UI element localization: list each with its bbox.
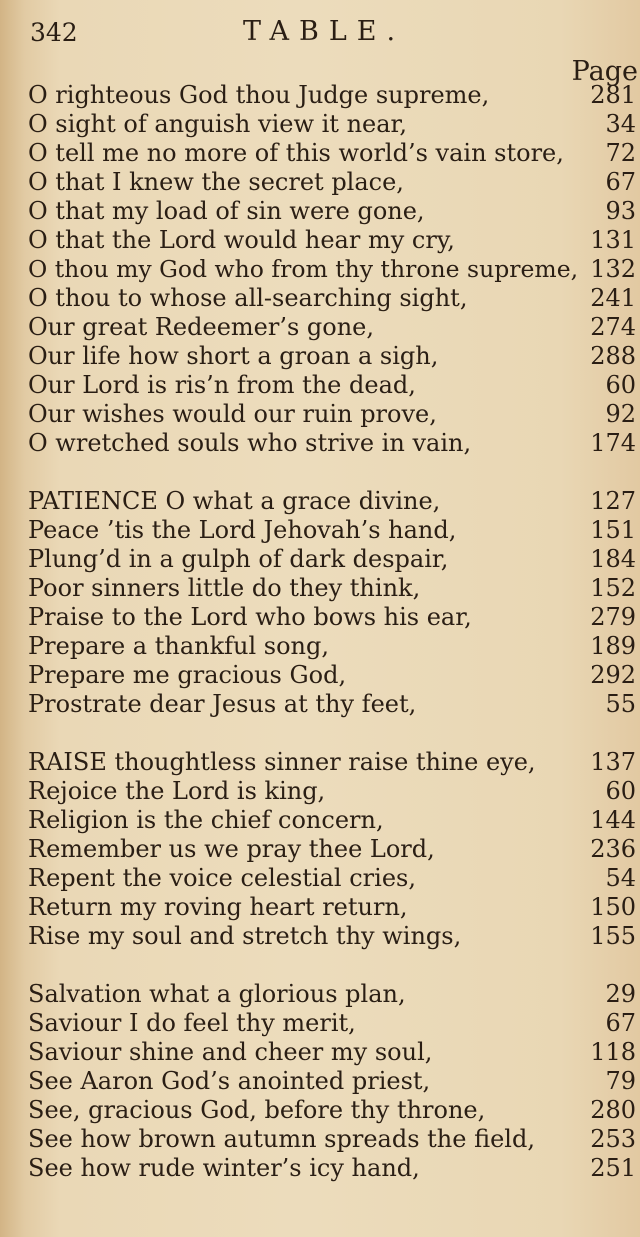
first-line-text: PATIENCE O what a grace divine, (28, 487, 441, 515)
index-entry (28, 1096, 636, 1125)
index-entry (28, 632, 636, 661)
index-entry (28, 197, 636, 226)
first-line-text: Praise to the Lord who bows his ear, (28, 603, 472, 631)
first-line-text: Poor sinners little do they think, (28, 574, 421, 602)
page-reference: 93 (605, 197, 636, 225)
page-reference: 118 (590, 1038, 636, 1066)
index-entry (28, 980, 636, 1009)
index-entry (28, 661, 636, 690)
first-line-text: O that I knew the secret place, (28, 168, 404, 196)
first-line-text: Prepare a thankful song, (28, 632, 330, 660)
first-line-text: O wretched souls who strive in vain, (28, 429, 472, 457)
first-line-text: O that the Lord would hear my cry, (28, 226, 455, 254)
index-entry (28, 690, 636, 719)
index-entry (28, 110, 636, 139)
page-number: 342 (30, 18, 78, 47)
page-reference: 241 (590, 284, 636, 312)
index-entry (28, 284, 636, 313)
page-reference: 34 (605, 110, 636, 138)
first-line-text: O thou to whose all-searching sight, (28, 284, 468, 312)
first-line-text: Religion is the chief concern, (28, 806, 384, 834)
index-entry (28, 139, 636, 168)
first-line-text: See how rude winter’s icy hand, (28, 1154, 420, 1182)
index-entry (28, 603, 636, 632)
index-entry (28, 371, 636, 400)
first-line-text: Return my roving heart return, (28, 893, 408, 921)
index-entry (28, 806, 636, 835)
first-line-text: Our great Redeemer’s gone, (28, 313, 375, 341)
index-entry (28, 342, 636, 371)
page-reference: 253 (590, 1125, 636, 1153)
first-line-text: Rejoice the Lord is king, (28, 777, 326, 805)
page-reference: 60 (605, 777, 636, 805)
index-entry (28, 835, 636, 864)
index-entry (28, 168, 636, 197)
index-entries (28, 81, 636, 1183)
page-reference: 279 (590, 603, 636, 631)
first-line-text: Rise my soul and stretch thy wings, (28, 922, 462, 950)
index-entry (28, 748, 636, 777)
page-reference: 236 (590, 835, 636, 863)
first-line-text: O sight of anguish view it near, (28, 110, 408, 138)
index-entry (28, 429, 636, 458)
first-line-text: Saviour shine and cheer my soul, (28, 1038, 433, 1066)
first-line-text: Remember us we pray thee Lord, (28, 835, 435, 863)
page-reference: 280 (590, 1096, 636, 1124)
section-gap (28, 951, 636, 980)
first-line-text: O righteous God thou Judge supreme, (28, 81, 490, 109)
section-gap (28, 458, 636, 487)
first-line-text: O that my load of sin were gone, (28, 197, 425, 225)
running-title: TABLE. (243, 16, 406, 47)
index-entry (28, 1067, 636, 1096)
page-reference: 174 (590, 429, 636, 457)
first-line-text: Peace ’tis the Lord Jehovah’s hand, (28, 516, 457, 544)
index-entry (28, 777, 636, 806)
index-entry (28, 1125, 636, 1154)
page-reference: 292 (590, 661, 636, 689)
page-reference: 151 (590, 516, 636, 544)
page-header (0, 14, 640, 87)
page-reference: 60 (605, 371, 636, 399)
page-reference: 288 (590, 342, 636, 370)
first-line-text: Our life how short a groan a sigh, (28, 342, 439, 370)
page-reference: 72 (605, 139, 636, 167)
page-reference: 150 (590, 893, 636, 921)
first-line-text: Prostrate dear Jesus at thy feet, (28, 690, 417, 718)
page-reference: 132 (590, 255, 636, 283)
page-reference: 29 (605, 980, 636, 1008)
index-entry (28, 313, 636, 342)
index-entry (28, 893, 636, 922)
page-reference: 92 (605, 400, 636, 428)
first-line-text: Repent the voice celestial cries, (28, 864, 416, 892)
index-entry (28, 226, 636, 255)
first-line-text: Prepare me gracious God, (28, 661, 347, 689)
page-reference: 67 (605, 168, 636, 196)
page-reference: 274 (590, 313, 636, 341)
index-entry (28, 574, 636, 603)
index-entry (28, 255, 636, 284)
first-line-text: O thou my God who from thy throne supreme, (28, 255, 579, 283)
page-reference: 131 (590, 226, 636, 254)
first-line-text: O tell me no more of this world’s vain store, (28, 139, 564, 167)
first-line-text: See how brown autumn spreads the field, (28, 1125, 535, 1153)
index-entry (28, 922, 636, 951)
index-entry (28, 1009, 636, 1038)
page-reference: 155 (590, 922, 636, 950)
page-reference: 189 (590, 632, 636, 660)
first-line-text: Saviour I do feel thy merit, (28, 1009, 356, 1037)
index-entry (28, 545, 636, 574)
page-column-label: Page (571, 56, 638, 87)
first-line-text: Salvation what a glorious plan, (28, 980, 406, 1008)
page-reference: 137 (590, 748, 636, 776)
index-entry (28, 81, 636, 110)
page-reference: 79 (605, 1067, 636, 1095)
section-gap (28, 719, 636, 748)
first-line-text: Our wishes would our ruin prove, (28, 400, 437, 428)
index-entry (28, 1154, 636, 1183)
page-reference: 251 (590, 1154, 636, 1182)
first-line-text: Our Lord is ris’n from the dead, (28, 371, 416, 399)
index-entry (28, 487, 636, 516)
page-reference: 152 (590, 574, 636, 602)
first-line-text: See, gracious God, before thy throne, (28, 1096, 486, 1124)
page-reference: 54 (605, 864, 636, 892)
first-line-text: See Aaron God’s anointed priest, (28, 1067, 431, 1095)
index-entry (28, 516, 636, 545)
first-line-text: Plung’d in a gulph of dark despair, (28, 545, 449, 573)
page-reference: 184 (590, 545, 636, 573)
index-entry (28, 1038, 636, 1067)
first-line-text: RAISE thoughtless sinner raise thine eye, (28, 748, 536, 776)
page-reference: 127 (590, 487, 636, 515)
index-entry (28, 400, 636, 429)
page-reference: 67 (605, 1009, 636, 1037)
page-reference: 144 (590, 806, 636, 834)
page-reference: 281 (590, 81, 636, 109)
page-reference: 55 (605, 690, 636, 718)
index-entry (28, 864, 636, 893)
